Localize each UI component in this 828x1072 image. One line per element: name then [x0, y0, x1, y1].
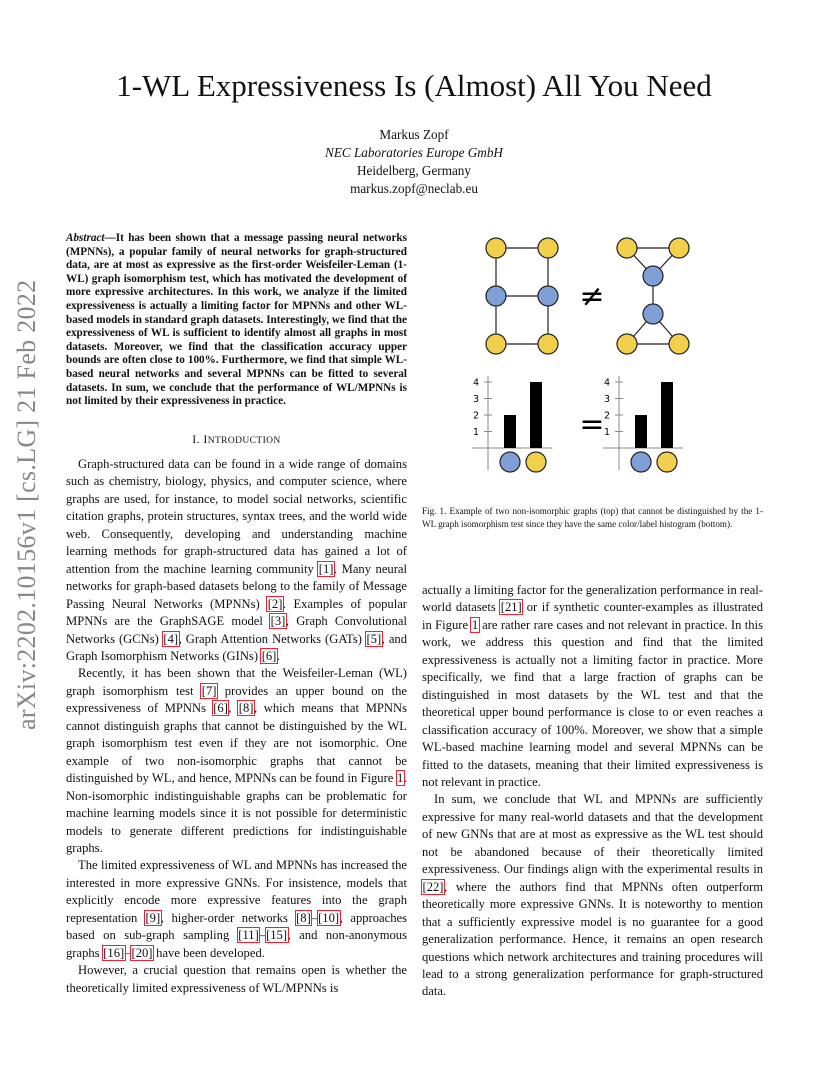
citation-link[interactable]: [21]: [500, 600, 522, 615]
left-column-body: [66, 456, 407, 997]
arxiv-identifier: arXiv:2202.10156v1 [cs.LG] 21 Feb 2022: [12, 279, 41, 730]
author-block: [0, 126, 828, 198]
histogram-tick-label: 2: [472, 410, 479, 422]
text-run: , which means that MPNNs cannot distinguish graphs that cannot be distinguished by the WL graph isomorphism test even if they are not isomorphic. One example of two non-isomorphic graphs that cannot be distinguished by WL, and hence, MPNNs can be found in Figure: [66, 701, 407, 786]
citation-link[interactable]: [5]: [366, 631, 382, 646]
node-yellow: [538, 238, 558, 258]
node-yellow: [526, 452, 546, 472]
citation-link[interactable]: [4]: [163, 631, 179, 646]
node-blue: [643, 266, 663, 286]
text-run: . Many neural networks for graph-based datasets belong to the family of Message Passing Neural Networks (MPNNs): [66, 561, 408, 611]
node-yellow: [617, 334, 637, 354]
section-first-letter: I: [203, 432, 208, 446]
node-blue: [631, 452, 651, 472]
text-run: –: [259, 928, 266, 943]
abstract-text: —It has been shown that a message passing neural networks (MPNNs), a popular family of neural networks for graph-structured data, are at most as expressive as the first-order Weisfeiler-Leman (1-WL) graph isomorphism test, which has motivated the development of more expressive architectures. In this work, we analyze if the limited expressiveness is actually a limiting factor for MPNNs and other WL-based models in standard graph datasets. Interestingly, we find that the expressiveness of WL is sufficient to identify almost all graphs in most datasets. Moreover, we find that the classification accuracy upper bounds are often close to 100%. Furthermore, we find that simple WL-based neural networks and several MPNNs can be fitted to several datasets. In sum, we conclude that the performance of WL/MPNNs is not limited by their expressiveness in practice.: [66, 232, 407, 408]
histogram-bar: [635, 415, 647, 448]
node-blue: [643, 304, 663, 324]
node-blue: [538, 286, 558, 306]
text-run: .: [276, 648, 281, 663]
node-yellow: [486, 238, 506, 258]
citation-link[interactable]: [16]: [103, 945, 125, 960]
citation-link[interactable]: [6]: [261, 648, 277, 663]
text-run: Graph-structured data can be found in a wide range of domains such as chemistry, biology, physics, and computer science, where graphs are used, for instance, to model social networks, scientific citation graphs, protein structures, syntax trees, and the world wide web. Consequently, developing and understanding machine learning methods for graph-structured data has gained a lot of attention from the machine learning community: [66, 457, 407, 576]
citation-link[interactable]: 1: [397, 771, 404, 786]
histogram-bar: [504, 415, 516, 448]
citation-link[interactable]: [11]: [238, 928, 259, 943]
figure-1-graphic: [470, 226, 740, 486]
paper-title: 1-WL Expressiveness Is (Almost) All You Need: [116, 68, 712, 103]
histogram-tick-label: 2: [603, 410, 610, 422]
citation-link[interactable]: [8]: [238, 701, 254, 716]
left-histogram: [472, 376, 552, 472]
citation-link[interactable]: [6]: [213, 701, 228, 716]
histogram-tick-label: 4: [472, 377, 479, 389]
paragraph: [422, 582, 763, 791]
node-yellow: [617, 238, 637, 258]
text-run: , Graph Convolutional Networks (GCNs): [66, 614, 407, 646]
paragraph: [66, 456, 407, 665]
text-run: . Examples of popular MPNNs are the GraphSAGE model: [66, 596, 408, 629]
citation-link[interactable]: [22]: [422, 879, 444, 894]
text-run: , and Graph Isomorphism Networks (GINs): [66, 631, 407, 663]
histogram-bar: [530, 382, 542, 448]
text-run: are rather rare cases and not relevant in practice. In this work, we address this question and find that the limited expressiveness is actually not a limiting factor in practice. More specifically, we find that a large fraction of graphs can be distinguished in most datasets by the WL test and that the theoretical upper bound performance is close to or even reaches a classification accuracy of 100%. Moreover, we show that a simple WL-based machine learning model and several MPNNs can be fitted to the datasets, meaning that their limited expressiveness is not relevant in practice.: [422, 617, 763, 789]
node-yellow: [538, 334, 558, 354]
text-run: or if synthetic counter-examples as illustrated in Figure: [422, 600, 763, 632]
citation-link[interactable]: [9]: [145, 910, 161, 925]
text-run: –: [311, 910, 318, 925]
histogram-tick-label: 4: [603, 377, 610, 389]
figure-1: [470, 226, 740, 486]
text-run: In sum, we conclude that WL and MPNNs are sufficiently expressive for many real-world datasets and that the development of new GNNs that are at most as expressive as the WL test should not be abandoned because of their theoretically limited expressiveness. Our findings align with the experimental results in: [422, 792, 763, 877]
histogram-tick-label: 1: [472, 427, 479, 438]
text-run: actually a limiting factor for the generalization performance in real-world datasets: [422, 583, 763, 615]
section-rest: NTRODUCTION: [207, 436, 281, 446]
left-graph: [486, 238, 558, 354]
author-name: Markus Zopf: [379, 127, 449, 142]
paragraph: [422, 791, 763, 1000]
text-run: , Graph Attention Networks (GATs): [178, 631, 366, 646]
figure-caption: Fig. 1. Example of two non-isomorphic graphs (top) that cannot be distinguished by the 1-WL graph isomorphism test since they have the same color/label histogram (bottom).: [422, 506, 763, 529]
text-run: , and non-anonymous graphs: [66, 928, 407, 960]
node-yellow: [486, 334, 506, 354]
author-location: Heidelberg, Germany: [356, 163, 471, 178]
author-email[interactable]: markus.zopf@neclab.eu: [350, 181, 478, 196]
text-run: The limited expressiveness of WL and MPNNs has increased the interested in more expressive GNNs. For insistence, models that explicitly encode more expressive features into the graph representation: [66, 858, 407, 925]
abstract-label: Abstract: [66, 232, 105, 244]
citation-link[interactable]: [20]: [131, 945, 153, 960]
text-run: , approaches based on sub-graph sampling: [66, 910, 407, 943]
text-run: –: [124, 945, 132, 960]
histogram-tick-label: 3: [472, 394, 479, 405]
citation-link[interactable]: 1: [471, 617, 479, 632]
right-histogram: [603, 376, 683, 472]
paragraph: [66, 962, 407, 997]
equal-symbol: =: [579, 407, 605, 442]
text-run: , higher-order networks: [160, 910, 296, 925]
text-run: Recently, it has been shown that the Weisfeiler-Leman (WL) graph isomorphism test: [66, 666, 407, 698]
node-yellow: [669, 238, 689, 258]
node-yellow: [657, 452, 677, 472]
citation-link[interactable]: [8]: [296, 910, 311, 925]
text-run: , where the authors find that MPNNs often outperform theoretically more expressive GNNs. It is noteworthy to mention that a sufficiently expressive model is no guarantee for a good generalization performance. Hence, it remains an open research questions which network architectures and training procedures will lead to a strong generalization performance for graph-structured data.: [422, 879, 763, 999]
citation-link[interactable]: [1]: [318, 561, 334, 576]
paragraph: [66, 857, 407, 962]
right-graph: [617, 238, 689, 354]
abstract: [66, 232, 407, 409]
text-run: However, a crucial question that remains open is whether the theoretically limited expressiveness of WL/MPNNs is: [66, 963, 407, 995]
histogram-tick-label: 3: [603, 394, 610, 405]
histogram-tick-label: 1: [603, 427, 610, 438]
citation-link[interactable]: [2]: [267, 596, 283, 611]
right-column-body: [422, 582, 763, 1001]
text-run: ,: [228, 701, 239, 716]
not-equal-symbol: ≠: [579, 279, 605, 314]
histogram-bar: [661, 382, 673, 448]
citation-link[interactable]: [7]: [201, 683, 217, 698]
text-run: . Non-isomorphic indistinguishable graphs can be problematic for machine learning models since it is not possible for deterministic models to generate different predictions for indistinguishable graphs.: [66, 771, 407, 855]
text-run: have been developed.: [153, 945, 265, 960]
node-yellow: [669, 334, 689, 354]
citation-link[interactable]: [3]: [270, 614, 286, 629]
section-number: I.: [192, 432, 200, 446]
author-affiliation: NEC Laboratories Europe GmbH: [325, 145, 503, 160]
section-heading: [66, 432, 407, 447]
citation-link[interactable]: [10]: [318, 910, 340, 925]
node-blue: [500, 452, 520, 472]
text-run: provides an upper bound on the expressiveness of MPNNs: [66, 683, 407, 716]
paragraph: [66, 665, 407, 857]
node-blue: [486, 286, 506, 306]
citation-link[interactable]: [15]: [266, 928, 288, 943]
